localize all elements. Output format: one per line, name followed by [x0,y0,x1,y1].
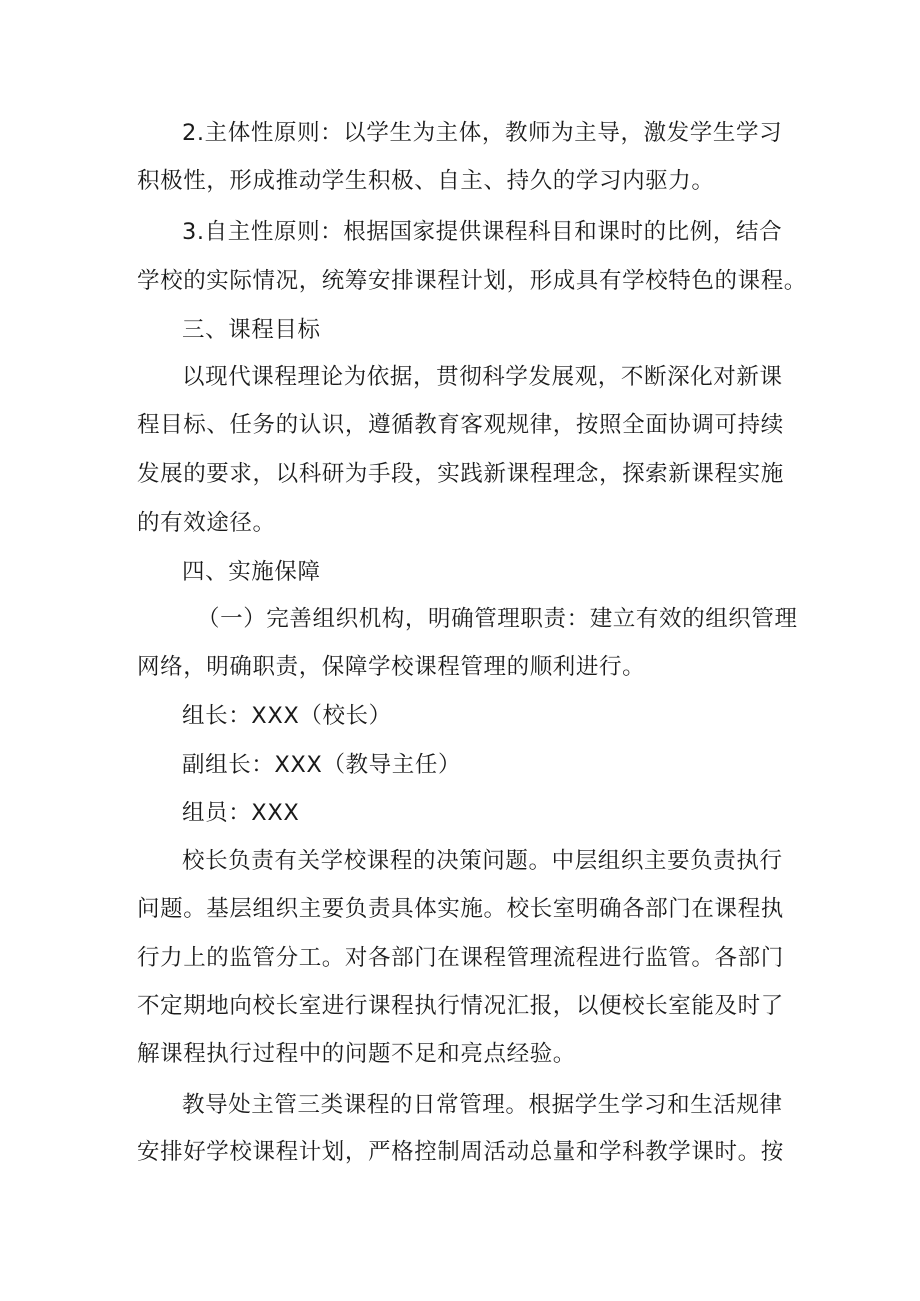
duties-paragraph-line-4: 不定期地向校长室进行课程执行情况汇报，以便校长室能及时了 [137,993,784,1019]
goals-paragraph-line-2: 程目标、任务的认识，遵循教育客观规律，按照全面协调可持续 [137,412,784,438]
principle-3-line-2: 学校的实际情况，统筹安排课程计划，形成具有学校特色的课程。 [137,268,807,294]
office-paragraph-line-1: 教导处主管三类课程的日常管理。根据学生学习和生活规律 [182,1092,783,1118]
duties-paragraph-line-5: 解课程执行过程中的问题不足和亮点经验。 [137,1041,576,1067]
org-paragraph-line-1: （一）完善组织机构，明确管理职责：建立有效的组织管理 [197,606,798,632]
principle-2-line-2: 积极性，形成推动学生积极、自主、持久的学习内驱力。 [137,168,715,194]
office-paragraph-line-2: 安排好学校课程计划，严格控制周活动总量和学科教学课时。按 [137,1139,784,1165]
section-heading-implementation: 四、实施保障 [182,559,321,585]
goals-paragraph-line-1: 以现代课程理论为依据，贯彻科学发展观，不断深化对新课 [182,364,783,390]
goals-paragraph-line-4: 的有效途径。 [137,510,276,536]
group-leader: 组长：XXX（校长） [182,703,392,729]
principle-2-line-1: 2.主体性原则：以学生为主体，教师为主导，激发学生学习 [182,120,783,146]
duties-paragraph-line-2: 问题。基层组织主要负责具体实施。校长室明确各部门在课程执 [137,896,784,922]
goals-paragraph-line-3: 发展的要求，以科研为手段，实践新课程理念，探索新课程实施 [137,461,784,487]
deputy-group-leader: 副组长：XXX（教导主任） [182,752,462,778]
section-heading-course-goals: 三、课程目标 [182,317,321,343]
duties-paragraph-line-3: 行力上的监管分工。对各部门在课程管理流程进行监管。各部门 [137,945,784,971]
org-paragraph-line-2: 网络，明确职责，保障学校课程管理的顺利进行。 [137,654,646,680]
principle-3-line-1: 3.自主性原则：根据国家提供课程科目和课时的比例，结合 [182,219,783,245]
duties-paragraph-line-1: 校长负责有关学校课程的决策问题。中层组织主要负责执行 [182,848,783,874]
group-members: 组员：XXX [182,800,300,826]
